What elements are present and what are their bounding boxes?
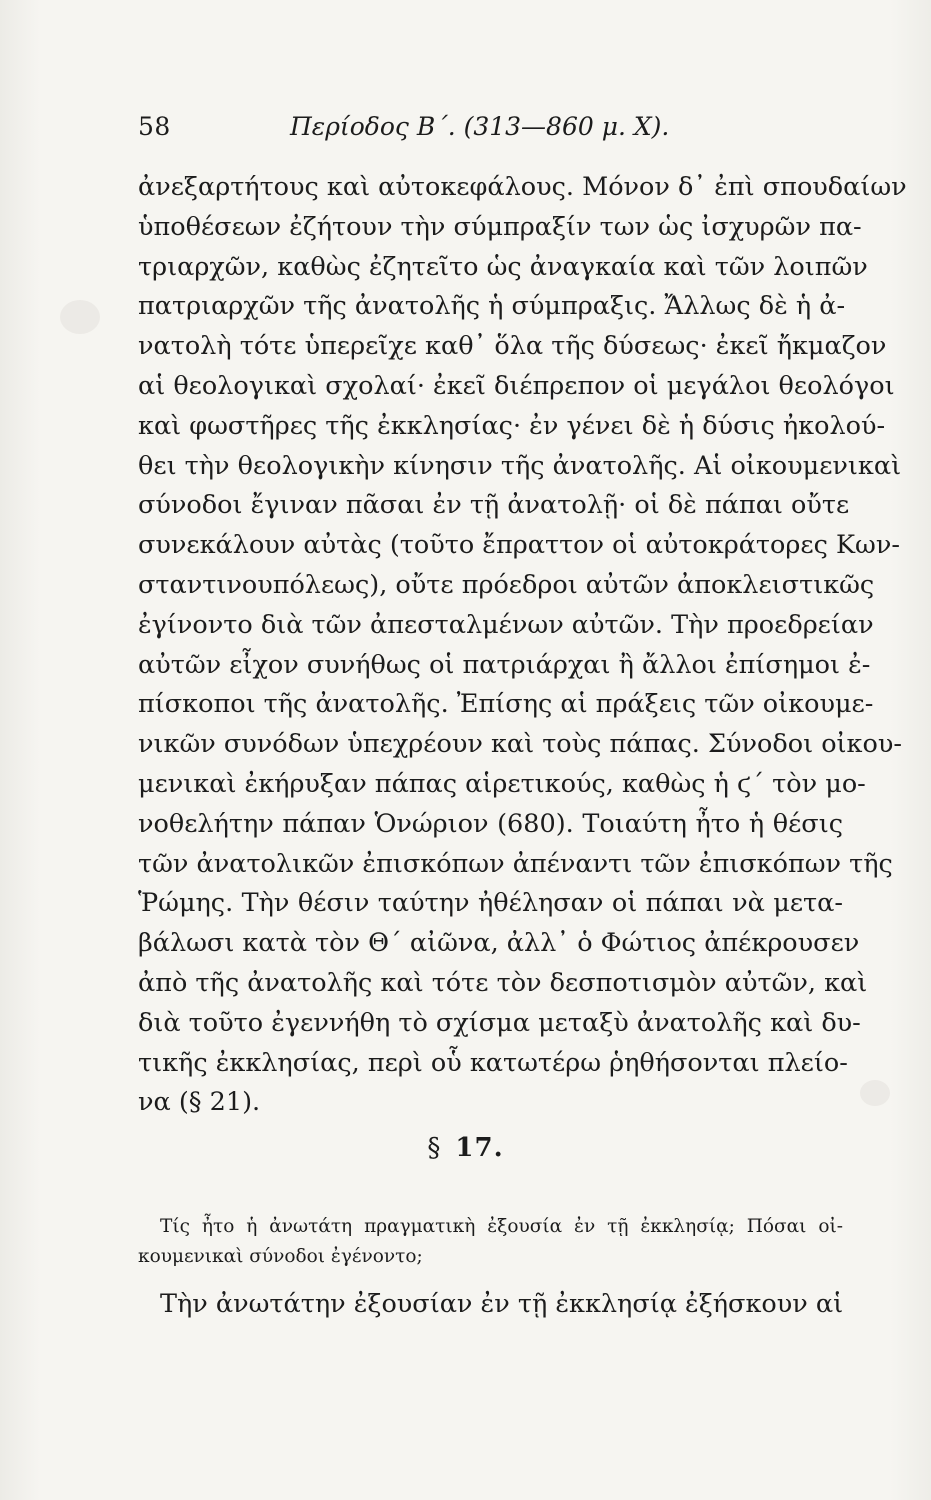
paper-stain	[60, 300, 100, 334]
section-number: 17.	[455, 1133, 504, 1163]
text-line: να (§ 21).	[138, 1087, 261, 1118]
text-line: Τὴν ἀνωτάτην ἐξουσίαν ἐν τῇ ἐκκλησίᾳ ἐξήσκουν αἱ	[160, 1289, 844, 1319]
review-question	[138, 1212, 843, 1272]
text-line: σταντινουπόλεως), οὔτε πρόεδροι αὐτῶν ἀποκλειστικῶς	[138, 569, 875, 600]
text-line: σύνοδοι ἔγιναν πᾶσαι ἐν τῇ ἀνατολῇ· οἱ δὲ πάπαι οὔτε	[138, 490, 850, 521]
text-line: τριαρχῶν, καθὼς ἐζητεῖτο ὡς ἀναγκαία καὶ τῶν λοιπῶν	[138, 251, 868, 282]
text-line: πίσκοποι τῆς ἀνατολῆς. Ἐπίσης αἱ πράξεις τῶν οἰκουμε-	[138, 689, 874, 720]
question-line: κουμενικαὶ σύνοδοι ἐγένοντο;	[138, 1246, 423, 1267]
text-line: συνεκάλουν αὐτὰς (τοῦτο ἔπραττον οἱ αὐτοκράτορες Κων-	[138, 530, 900, 561]
text-line: τῶν ἀνατολικῶν ἐπισκόπων ἀπέναντι τῶν ἐπισκόπων τῆς	[138, 848, 893, 879]
text-line: διὰ τοῦτο ἐγεννήθη τὸ σχίσμα μεταξὺ ἀνατολῆς καὶ δυ-	[138, 1007, 861, 1038]
answer-paragraph	[160, 1285, 843, 1325]
text-line: ἐγίνοντο διὰ τῶν ἀπεσταλμένων αὐτῶν. Τὴν προεδρείαν	[138, 609, 874, 640]
text-line: μενικαὶ ἐκήρυξαν πάπας αἱρετικούς, καθὼς ἡ ϛ΄ τὸν μο-	[138, 768, 866, 799]
question-line: Τίς ἦτο ἡ ἀνωτάτη πραγματικὴ ἐξουσία ἐν τῇ ἐκκλησίᾳ; Πόσαι οἰ-	[160, 1216, 843, 1237]
text-line: ὑποθέσεων ἐζήτουν τὴν σύμπραξίν των ὡς ἰσχυρῶν πα-	[138, 211, 862, 242]
section-heading	[0, 1133, 931, 1163]
text-line: τικῆς ἐκκλησίας, περὶ οὗ κατωτέρω ῥηθήσονται πλείο-	[138, 1047, 848, 1078]
text-line: ἀνεξαρτήτους καὶ αὐτοκεφάλους. Μόνον δ᾽ ἐπὶ σπουδαίων	[138, 172, 907, 202]
text-line: θει τὴν θεολογικὴν κίνησιν τῆς ἀνατολῆς. Αἱ οἰκουμενικαὶ	[138, 450, 902, 481]
section-symbol: §	[427, 1133, 442, 1163]
paper-stain	[860, 1080, 890, 1106]
text-line: νατολὴ τότε ὑπερεῖχε καθ᾽ ὅλα τῆς δύσεως· ἐκεῖ ἤκμαζον	[138, 331, 887, 362]
page-number: 58	[138, 112, 171, 141]
text-line: πατριαρχῶν τῆς ἀνατολῆς ἡ σύμπραξις. Ἄλλως δὲ ἡ ἀ-	[138, 291, 846, 322]
text-line: καὶ φωστῆρες τῆς ἐκκλησίας· ἐν γένει δὲ ἡ δύσις ἠκολού-	[138, 410, 886, 441]
running-head: Περίοδος Β΄. (313—860 μ. Χ).	[290, 112, 670, 141]
text-line: αἱ θεολογικαὶ σχολαί· ἐκεῖ διέπρεπον οἱ μεγάλοι θεολόγοι	[138, 370, 895, 401]
page-header	[138, 112, 838, 152]
text-line: βάλωσι κατὰ τὸν Θ΄ αἰῶνα, ἀλλ᾽ ὁ Φώτιος ἀπέκρουσεν	[138, 928, 860, 959]
body-paragraph	[138, 168, 907, 1123]
text-line: νικῶν συνόδων ὑπεχρέουν καὶ τοὺς πάπας. Σύνοδοι οἰκου-	[138, 729, 902, 760]
text-line: νοθελήτην πάπαν Ὁνώριον (680). Τοιαύτη ἦτο ἡ θέσις	[138, 808, 843, 839]
text-line: αὐτῶν εἶχον συνήθως οἱ πατριάρχαι ἢ ἄλλοι ἐπίσημοι ἐ-	[138, 649, 871, 680]
text-line: Ῥώμης. Τὴν θέσιν ταύτην ἠθέλησαν οἱ πάπαι νὰ μετα-	[138, 888, 843, 919]
text-line: ἀπὸ τῆς ἀνατολῆς καὶ τότε τὸν δεσποτισμὸν αὐτῶν, καὶ	[138, 967, 868, 998]
